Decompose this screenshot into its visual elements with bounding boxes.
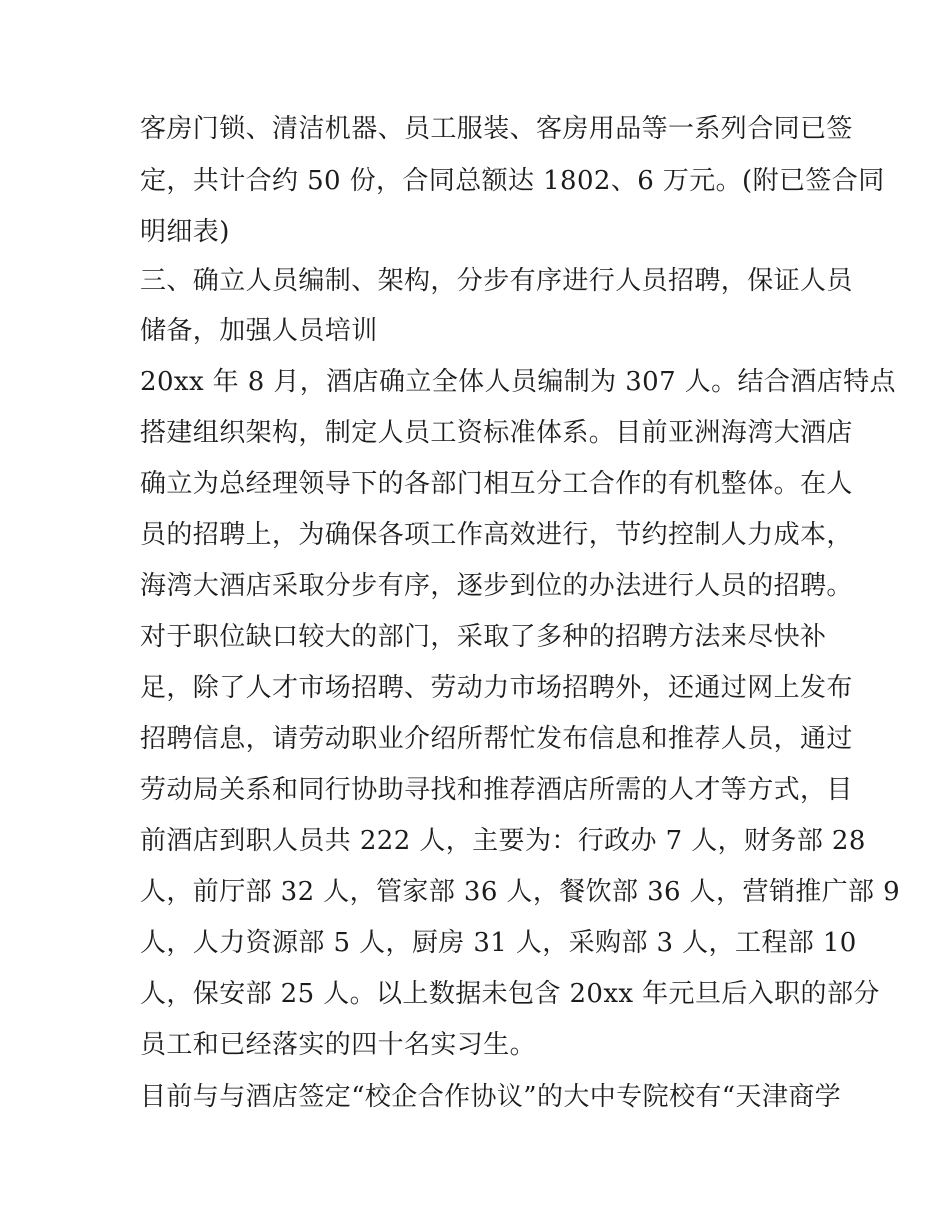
text-line: 搭建组织架构，制定人员工资标准体系。目前亚洲海湾大酒店 bbox=[140, 418, 853, 448]
text-line: 员工和已经落实的四十名实习生。 bbox=[140, 1030, 537, 1060]
text-line: 足，除了人才市场招聘、劳动力市场招聘外，还通过网上发布 bbox=[140, 673, 853, 703]
text-line: 人，前厅部 32 人，管家部 36 人，餐饮部 36 人，营销推广部 9 bbox=[140, 877, 901, 907]
text-line: 定，共计合约 50 份，合同总额达 1802、6 万元。(附已签合同 bbox=[140, 166, 885, 196]
text-line: 人，人力资源部 5 人，厨房 31 人，采购部 3 人，工程部 10 bbox=[140, 928, 857, 958]
section-heading: 储备，加强人员培训 bbox=[140, 316, 378, 346]
text-line: 人，保安部 25 人。以上数据未包含 20xx 年元旦后入职的部分 bbox=[140, 979, 880, 1009]
text-line: 客房门锁、清洁机器、员工服装、客房用品等一系列合同已签 bbox=[140, 114, 853, 144]
text-line: 明细表) bbox=[140, 217, 230, 247]
text-line: 20xx 年 8 月，酒店确立全体人员编制为 307 人。结合酒店特点 bbox=[140, 367, 896, 397]
text-line: 确立为总经理领导下的各部门相互分工合作的有机整体。在人 bbox=[140, 469, 853, 499]
section-heading: 三、确立人员编制、架构，分步有序进行人员招聘，保证人员 bbox=[140, 266, 853, 296]
text-line: 目前与与酒店签定“校企合作协议”的大中专院校有“天津商学 bbox=[140, 1082, 842, 1112]
text-line: 招聘信息，请劳动职业介绍所帮忙发布信息和推荐人员，通过 bbox=[140, 724, 853, 754]
text-line: 劳动局关系和同行协助寻找和推荐酒店所需的人才等方式，目 bbox=[140, 775, 853, 805]
text-line: 海湾大酒店采取分步有序，逐步到位的办法进行人员的招聘。 bbox=[140, 571, 853, 601]
text-line: 员的招聘上，为确保各项工作高效进行，节约控制人力成本， bbox=[140, 520, 853, 550]
text-line: 对于职位缺口较大的部门，采取了多种的招聘方法来尽快补 bbox=[140, 622, 827, 652]
text-line: 前酒店到职人员共 222 人，主要为：行政办 7 人，财务部 28 bbox=[140, 826, 866, 856]
